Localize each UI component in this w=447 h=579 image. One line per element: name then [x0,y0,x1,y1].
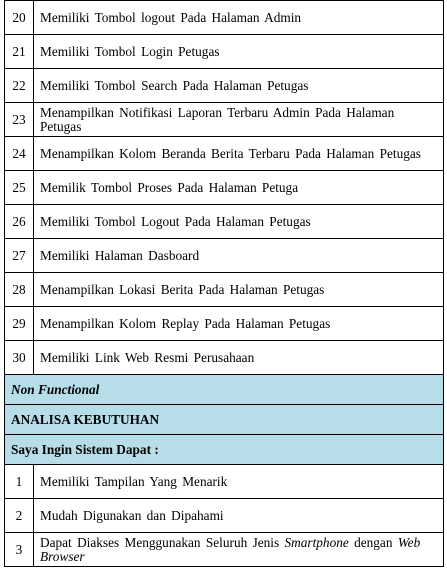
row-number: 28 [5,273,34,307]
row-description: Memilik Tombol Proses Pada Halaman Petuga [34,171,444,205]
table-row [5,205,444,239]
table-row [5,533,444,567]
row-description [34,533,444,567]
row-description: Memiliki Tombol Login Petugas [34,35,444,69]
table-row [5,35,444,69]
row-number: 1 [5,465,34,499]
row-number: 24 [5,137,34,171]
section-non-functional-label: Non Functional [5,375,444,405]
row-number: 21 [5,35,34,69]
row-number: 29 [5,307,34,341]
row-description: Memiliki Halaman Dasboard [34,239,444,273]
desc-part: dengan [348,534,398,550]
table-body [5,1,444,567]
table-row [5,465,444,499]
table-row [5,103,444,137]
section-analisa-kebutuhan [5,405,444,435]
section-analisa-kebutuhan-label: ANALISA KEBUTUHAN [5,405,444,435]
row-description: Menampilkan Kolom Beranda Berita Terbaru Pada Halaman Petugas [34,137,444,171]
table-row [5,341,444,375]
section-saya-ingin-label: Saya Ingin Sistem Dapat : [5,435,444,465]
table-row [5,69,444,103]
row-description: Menampilkan Notifikasi Laporan Terbaru Admin Pada Halaman Petugas [34,103,444,137]
row-description: Memiliki Tombol Search Pada Halaman Petugas [34,69,444,103]
row-number: 3 [5,533,34,567]
desc-italic-smartphone: Smartphone [284,534,349,550]
row-number: 30 [5,341,34,375]
row-number: 25 [5,171,34,205]
row-number: 2 [5,499,34,533]
section-non-functional [5,375,444,405]
row-description: Mudah Digunakan dan Dipahami [34,499,444,533]
table-row [5,1,444,35]
section-saya-ingin [5,435,444,465]
desc-part: Dapat Diakses Menggunakan Seluruh Jenis [40,534,285,550]
row-number: 27 [5,239,34,273]
row-description: Menampilkan Lokasi Berita Pada Halaman Petugas [34,273,444,307]
table-row [5,307,444,341]
requirements-table [4,0,444,567]
table-row [5,239,444,273]
table-row [5,273,444,307]
table-row [5,171,444,205]
row-description: Menampilkan Kolom Replay Pada Halaman Petugas [34,307,444,341]
row-number: 23 [5,103,34,137]
row-number: 22 [5,69,34,103]
table-row [5,137,444,171]
row-description: Memiliki Tampilan Yang Menarik [34,465,444,499]
row-description: Memiliki Link Web Resmi Perusahaan [34,341,444,375]
row-description: Memiliki Tombol Logout Pada Halaman Petugas [34,205,444,239]
row-number: 20 [5,1,34,35]
row-description: Memiliki Tombol logout Pada Halaman Admin [34,1,444,35]
table-row [5,499,444,533]
row-number: 26 [5,205,34,239]
desc-italic-web-browser: Web Browser [40,534,421,564]
